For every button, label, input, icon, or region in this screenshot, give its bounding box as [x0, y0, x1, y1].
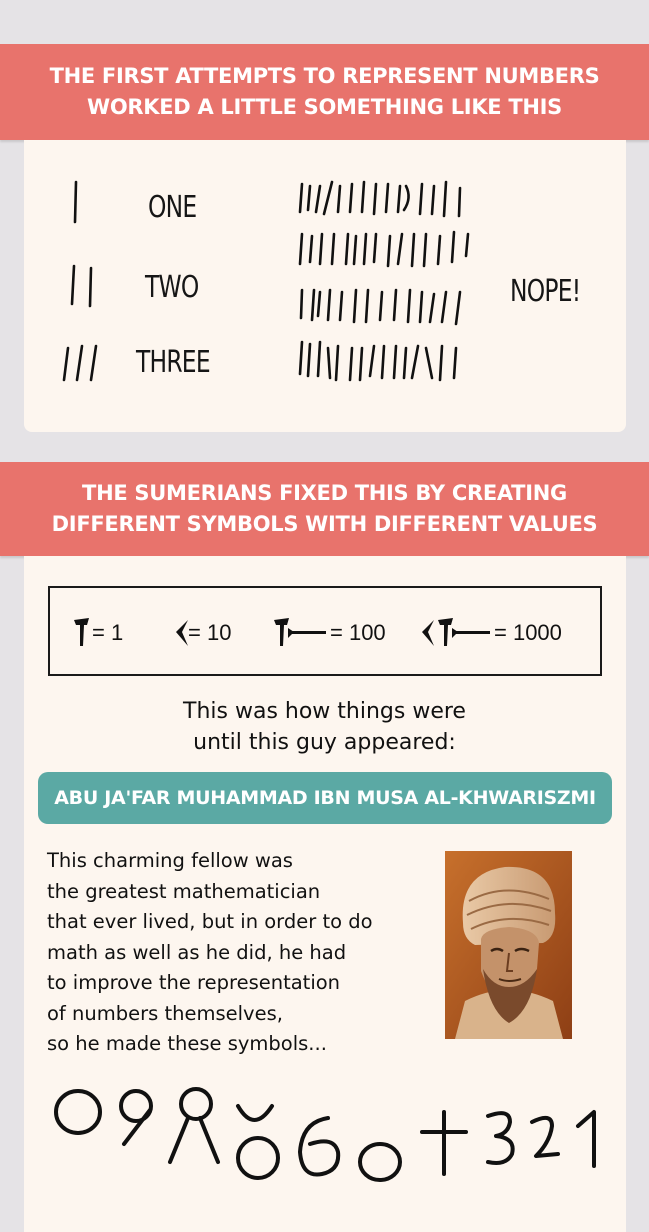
body-line: so he made these symbols...: [47, 1032, 327, 1055]
body-line: of numbers themselves,: [47, 1001, 283, 1025]
body-line: to improve the representation: [47, 971, 341, 994]
sumerian-hundred-symbol: [272, 616, 330, 648]
tally-three: [58, 340, 118, 388]
body-line: math as well as he did, he had: [47, 940, 347, 964]
nope-label: NOPE!: [510, 274, 581, 309]
body-paragraph: [47, 846, 427, 1060]
name-banner: ABU JA'FAR MUHAMMAD IBN MUSA AL-KHWARISZMI: [38, 772, 612, 824]
word-two: TWO: [145, 270, 199, 305]
intro-line1: This was how things were: [183, 699, 466, 724]
word-one: ONE: [148, 190, 197, 225]
khwarizmi-numerals: [40, 1082, 610, 1192]
portrait-image: [445, 851, 572, 1039]
section1-banner: [0, 44, 649, 140]
body-line: This charming fellow was: [47, 849, 293, 872]
intro-line2: until this guy appeared:: [193, 730, 456, 755]
symbol-value-100: = 100: [330, 620, 386, 645]
word-three: THREE: [136, 345, 210, 380]
body-line: that ever lived, but in order to do: [47, 910, 373, 933]
section2-banner: [0, 462, 649, 556]
symbol-value-1000: = 1000: [494, 620, 562, 645]
symbol-value-1: = 1: [92, 620, 124, 645]
symbol-value-10: = 10: [188, 620, 232, 645]
section2-banner-line1: THE SUMERIANS FIXED THIS BY CREATING: [82, 481, 567, 505]
body-line: the greatest mathematician: [47, 879, 321, 903]
tally-one: [60, 178, 100, 226]
section1-banner-line1: THE FIRST ATTEMPTS TO REPRESENT NUMBERS: [49, 64, 600, 88]
sumerian-one-symbol: [72, 616, 92, 648]
section2-banner-line2: DIFFERENT SYMBOLS WITH DIFFERENT VALUES: [51, 512, 598, 536]
section1-banner-line2: WORKED A LITTLE SOMETHING LIKE THIS: [87, 95, 562, 119]
sumerian-thousand-symbol: [420, 616, 494, 648]
tally-two: [60, 262, 110, 310]
many-tallies: [294, 172, 484, 392]
